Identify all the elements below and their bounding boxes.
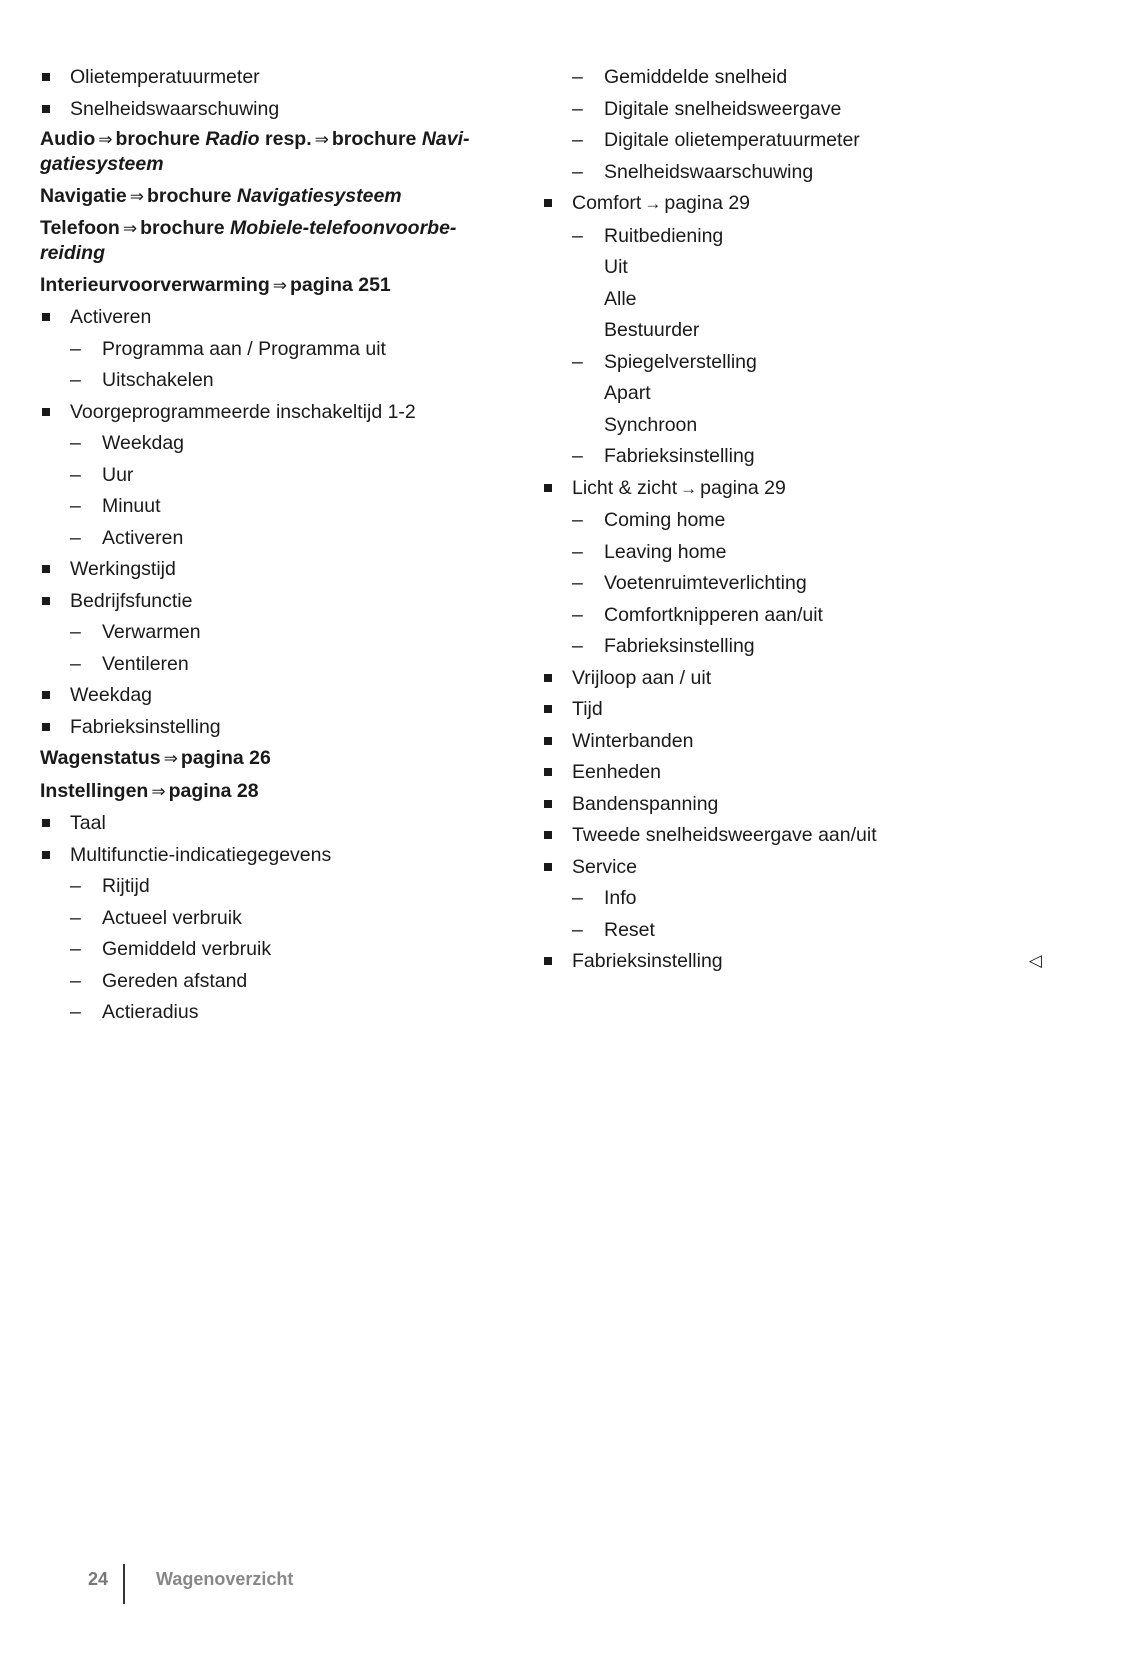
list-item: Tijd xyxy=(542,696,1042,722)
arrow-icon: ⇒ xyxy=(98,130,113,149)
sub-list-item: – Reset xyxy=(542,917,1042,943)
sub-list-item: – Ventileren xyxy=(40,651,510,677)
sub-list-item: – Voetenruimteverlichting xyxy=(542,570,1042,596)
list-item: Bedrijfsfunctie xyxy=(40,588,510,614)
page-number: 24 xyxy=(88,1569,109,1589)
sub-list-item: – Gemiddelde snelheid xyxy=(542,64,1042,90)
sub-list-item: – Actieradius xyxy=(40,999,510,1025)
sub-list-item: – Ruitbediening xyxy=(542,223,1042,249)
heading-navigatie: Navigatie ⇒ brochure Navigatiesysteem xyxy=(40,185,402,207)
sub-list-item: – Fabrieksinstelling xyxy=(542,633,1042,659)
sub-list-item: – Programma aan / Programma uit xyxy=(40,336,510,362)
sub-list-item: – Fabrieksinstelling xyxy=(542,443,1042,469)
option-item: Uit xyxy=(604,256,628,278)
heading-audio: Audio ⇒ brochure Radio resp. ⇒ brochure Navi-gatiesysteem xyxy=(40,128,470,175)
arrow-icon: → xyxy=(680,478,698,498)
sub-list-item: – Digitale olietemperatuurmeter xyxy=(542,127,1042,153)
sub-list-item: – Comfortknipperen aan/uit xyxy=(542,602,1042,628)
sub-list-item: – Uitschakelen xyxy=(40,367,510,393)
option-item: Alle xyxy=(604,287,637,310)
list-item: Multifunctie-indicatiegegevens xyxy=(40,842,510,868)
arrow-icon: ⇒ xyxy=(314,130,329,149)
sub-list-item: – Activeren xyxy=(40,525,510,551)
sub-list-item: – Uur xyxy=(40,462,510,488)
arrow-icon: ⇒ xyxy=(163,749,178,768)
arrow-icon: ⇒ xyxy=(129,187,144,206)
sub-list-item: – Leaving home xyxy=(542,539,1042,565)
heading-telefoon: Telefoon ⇒ brochure Mobiele-telefoonvoorbe-reiding xyxy=(40,216,457,264)
sub-list-item: – Digitale snelheidsweergave xyxy=(542,96,1042,122)
arrow-icon: → xyxy=(644,194,662,213)
option-item: Apart xyxy=(604,382,651,404)
sub-list-item: – Spiegelverstelling xyxy=(542,349,1042,375)
left-column xyxy=(40,64,510,1031)
list-item: Activeren xyxy=(40,304,510,330)
sub-list-item: – Coming home xyxy=(542,507,1042,533)
list-item: Eenheden xyxy=(542,759,1042,785)
end-of-section-icon: ◁ xyxy=(1028,951,1042,970)
heading-wagenstatus: Wagenstatus ⇒ pagina 26 xyxy=(40,747,271,769)
list-item: Snelheidswaarschuwing xyxy=(40,96,510,122)
heading-interieur: Interieurvoorverwarming ⇒ pagina 251 xyxy=(40,273,391,296)
section-title: Wagenoverzicht xyxy=(156,1569,294,1589)
list-item: Voorgeprogrammeerde inschakeltijd 1-2 xyxy=(40,399,510,425)
list-item: Werkingstijd xyxy=(40,556,510,582)
arrow-icon: ⇒ xyxy=(151,781,166,801)
right-column xyxy=(542,64,1042,980)
list-item: Taal xyxy=(40,810,510,836)
list-item-last: Fabrieksinstelling ◁ xyxy=(542,948,1042,974)
list-item-licht: Licht & zicht → pagina 29 xyxy=(542,475,1042,502)
arrow-icon: ⇒ xyxy=(272,275,287,295)
list-item: Weekdag xyxy=(40,682,510,708)
sub-list-item: – Gemiddeld verbruik xyxy=(40,936,510,962)
sub-list-item: – Minuut xyxy=(40,493,510,519)
list-item: Tweede snelheidsweergave aan/uit xyxy=(542,822,1042,848)
arrow-icon: ⇒ xyxy=(122,218,138,238)
sub-list-item: – Verwarmen xyxy=(40,619,510,645)
footer-divider xyxy=(123,1564,125,1604)
list-item: Bandenspanning xyxy=(542,791,1042,817)
sub-list-item: – Gereden afstand xyxy=(40,968,510,994)
sub-list-item: – Rijtijd xyxy=(40,873,510,899)
heading-instellingen: Instellingen ⇒ pagina 28 xyxy=(40,779,259,802)
list-item: Olietemperatuurmeter xyxy=(40,64,510,90)
list-item-comfort: Comfort → pagina 29 xyxy=(542,190,1042,217)
list-item: Fabrieksinstelling xyxy=(40,714,510,740)
list-item: Winterbanden xyxy=(542,728,1042,754)
option-item: Bestuurder xyxy=(604,319,700,341)
sub-list-item: – Weekdag xyxy=(40,430,510,456)
list-item: Service xyxy=(542,854,1042,880)
option-item: Synchroon xyxy=(604,413,698,436)
sub-list-item: – Info xyxy=(542,885,1042,911)
sub-list-item: – Actueel verbruik xyxy=(40,905,510,931)
sub-list-item: – Snelheidswaarschuwing xyxy=(542,159,1042,185)
list-item: Vrijloop aan / uit xyxy=(542,665,1042,691)
